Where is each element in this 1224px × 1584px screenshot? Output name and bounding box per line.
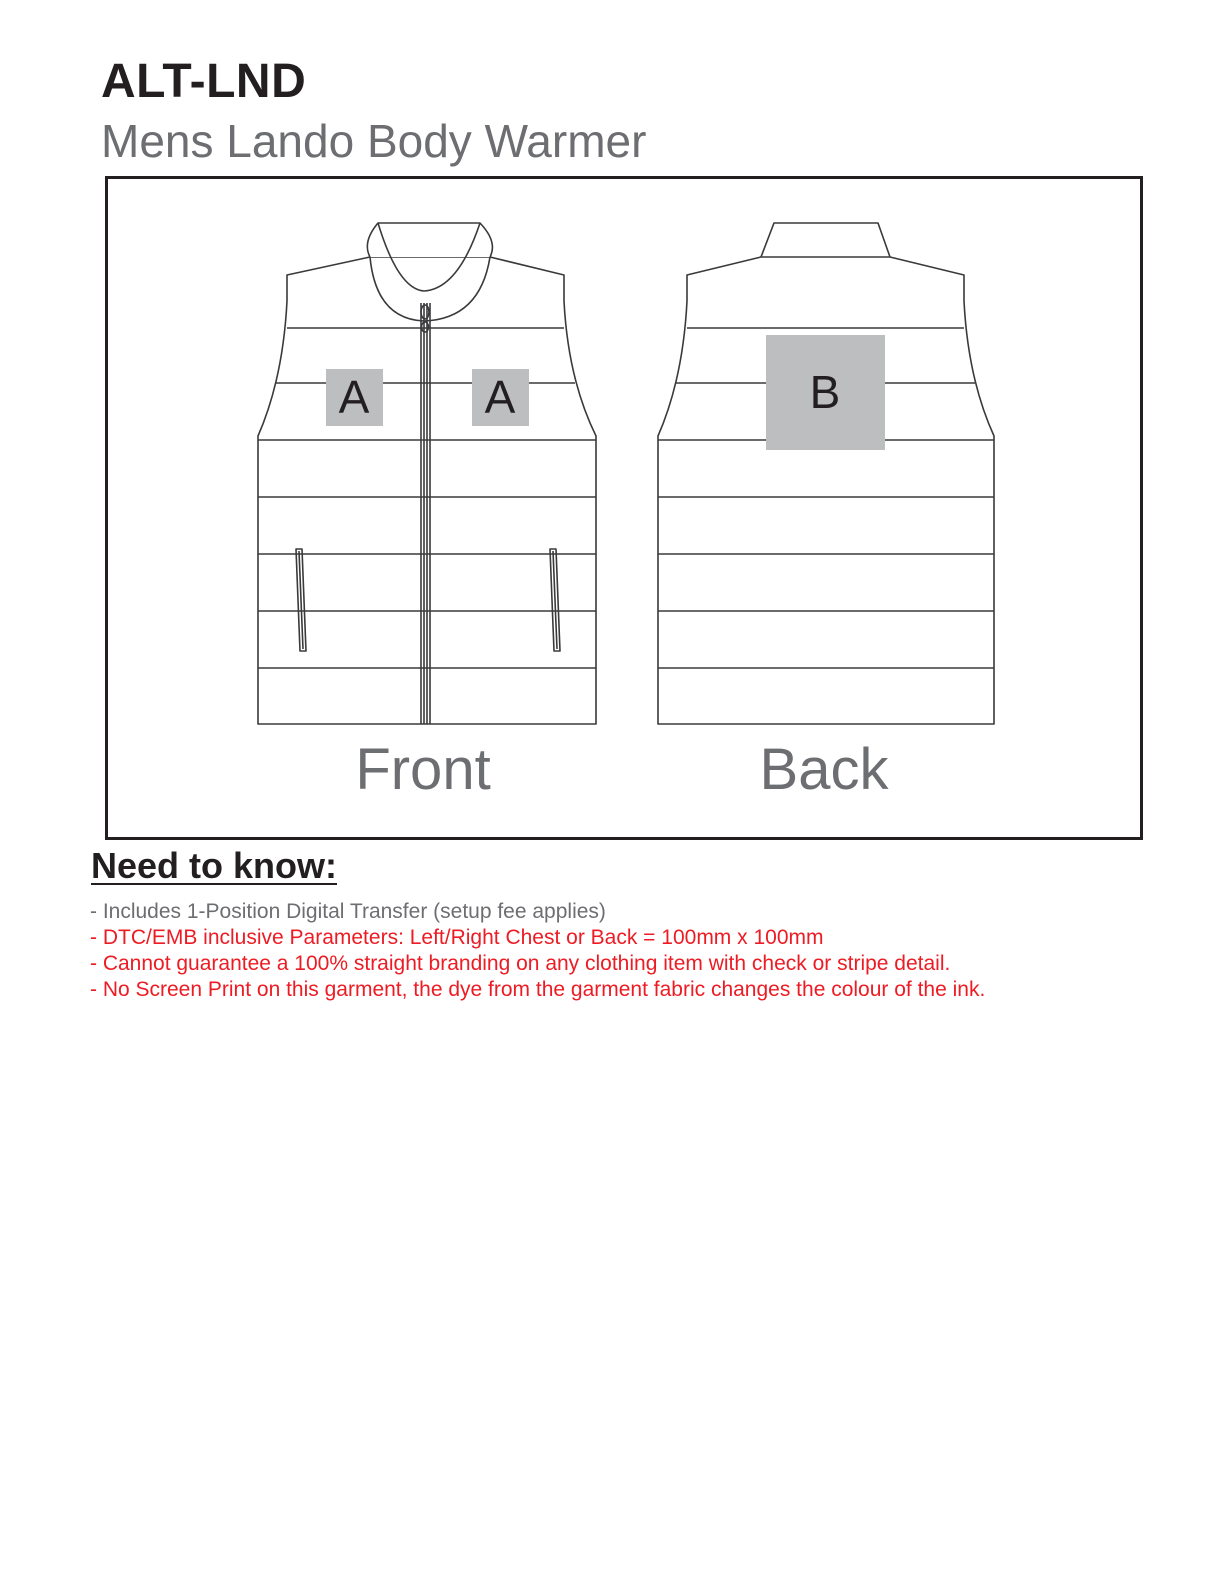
zone-a-right-label: A (484, 371, 516, 423)
front-vest-drawing (258, 223, 596, 724)
note-item-parameters: - DTC/EMB inclusive Parameters: Left/Right Chest or Back = 100mm x 100mm (90, 926, 824, 949)
front-view-label: Front (355, 737, 491, 802)
product-code: ALT-LND (101, 55, 307, 108)
back-view-label: Back (759, 737, 889, 802)
back-vest-drawing (658, 223, 994, 724)
zone-a-left-label: A (338, 371, 370, 423)
notes-list (90, 899, 985, 1003)
garment-diagram (108, 179, 1140, 837)
garment-diagram-frame (105, 176, 1143, 840)
note-item-straight-branding: - Cannot guarantee a 100% straight branding on any clothing item with check or stripe detail. (90, 952, 951, 975)
note-item-no-screen-print: - No Screen Print on this garment, the dye from the garment fabric changes the colour of the ink. (90, 978, 986, 1001)
product-name: Mens Lando Body Warmer (101, 115, 647, 167)
notes-heading: Need to know: (91, 845, 338, 886)
note-item-setup-fee: - Includes 1-Position Digital Transfer (setup fee applies) (90, 900, 606, 923)
zone-b-label: B (809, 366, 841, 418)
